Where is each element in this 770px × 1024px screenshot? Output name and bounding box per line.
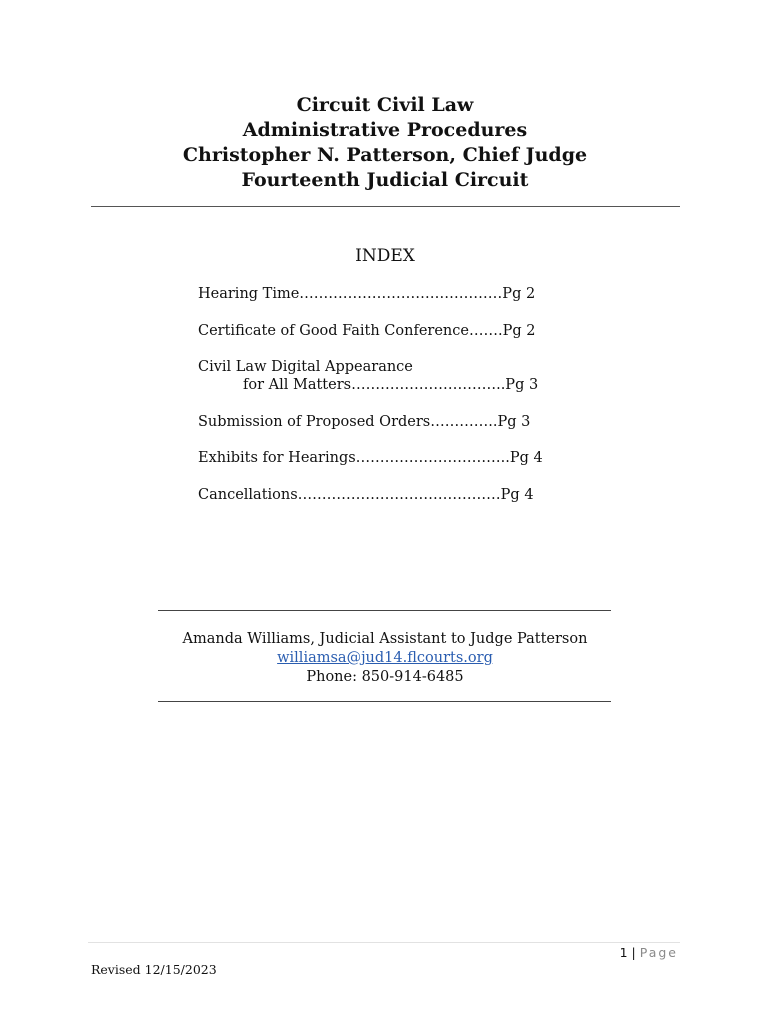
index-item-label: Certificate of Good Faith Conference…….Pg 2	[198, 323, 536, 339]
page-number-value: 1	[619, 945, 628, 960]
index-item-cancellations	[198, 486, 534, 504]
title-line-4: Fourteenth Judicial Circuit	[241, 169, 529, 191]
index-item-proposed-orders	[198, 413, 530, 431]
title-line-2: Administrative Procedures	[242, 119, 528, 141]
title-line-3: Christopher N. Patterson, Chief Judge	[182, 144, 588, 166]
index-item-digital-appearance	[198, 358, 538, 394]
page-number-separator: |	[631, 945, 636, 960]
page-word: Page	[639, 945, 678, 960]
contact-phone: Phone: 850-914-6485	[306, 669, 464, 685]
index-item-label: Submission of Proposed Orders…………..Pg 3	[198, 414, 531, 430]
contact-divider-bottom	[158, 701, 611, 702]
contact-block	[0, 630, 770, 687]
index-item-label: Cancellations……………………………………Pg 4	[198, 487, 534, 503]
index-item-label: Exhibits for Hearings…………………………..Pg 4	[198, 450, 543, 466]
index-item-hearing-time	[198, 285, 535, 303]
index-heading: INDEX	[355, 246, 415, 266]
email-link[interactable]: williamsa@jud14.flcourts.org	[277, 650, 493, 666]
index-item-label-continued: for All Matters…………………………..Pg 3	[243, 377, 539, 393]
footer-divider	[88, 942, 680, 943]
revised-date: Revised 12/15/2023	[91, 962, 217, 977]
title-divider	[91, 206, 680, 207]
contact-divider-top	[158, 610, 611, 611]
title-line-1: Circuit Civil Law	[296, 94, 474, 116]
index-item-label: Hearing Time……………………………………Pg 2	[198, 286, 536, 302]
document-title	[0, 93, 770, 193]
page-number	[620, 945, 678, 960]
index-item-certificate	[198, 322, 535, 340]
contact-name: Amanda Williams, Judicial Assistant to Judge Patterson	[182, 631, 588, 647]
index-item-label: Civil Law Digital Appearance	[198, 359, 413, 375]
index-item-exhibits	[198, 449, 543, 467]
